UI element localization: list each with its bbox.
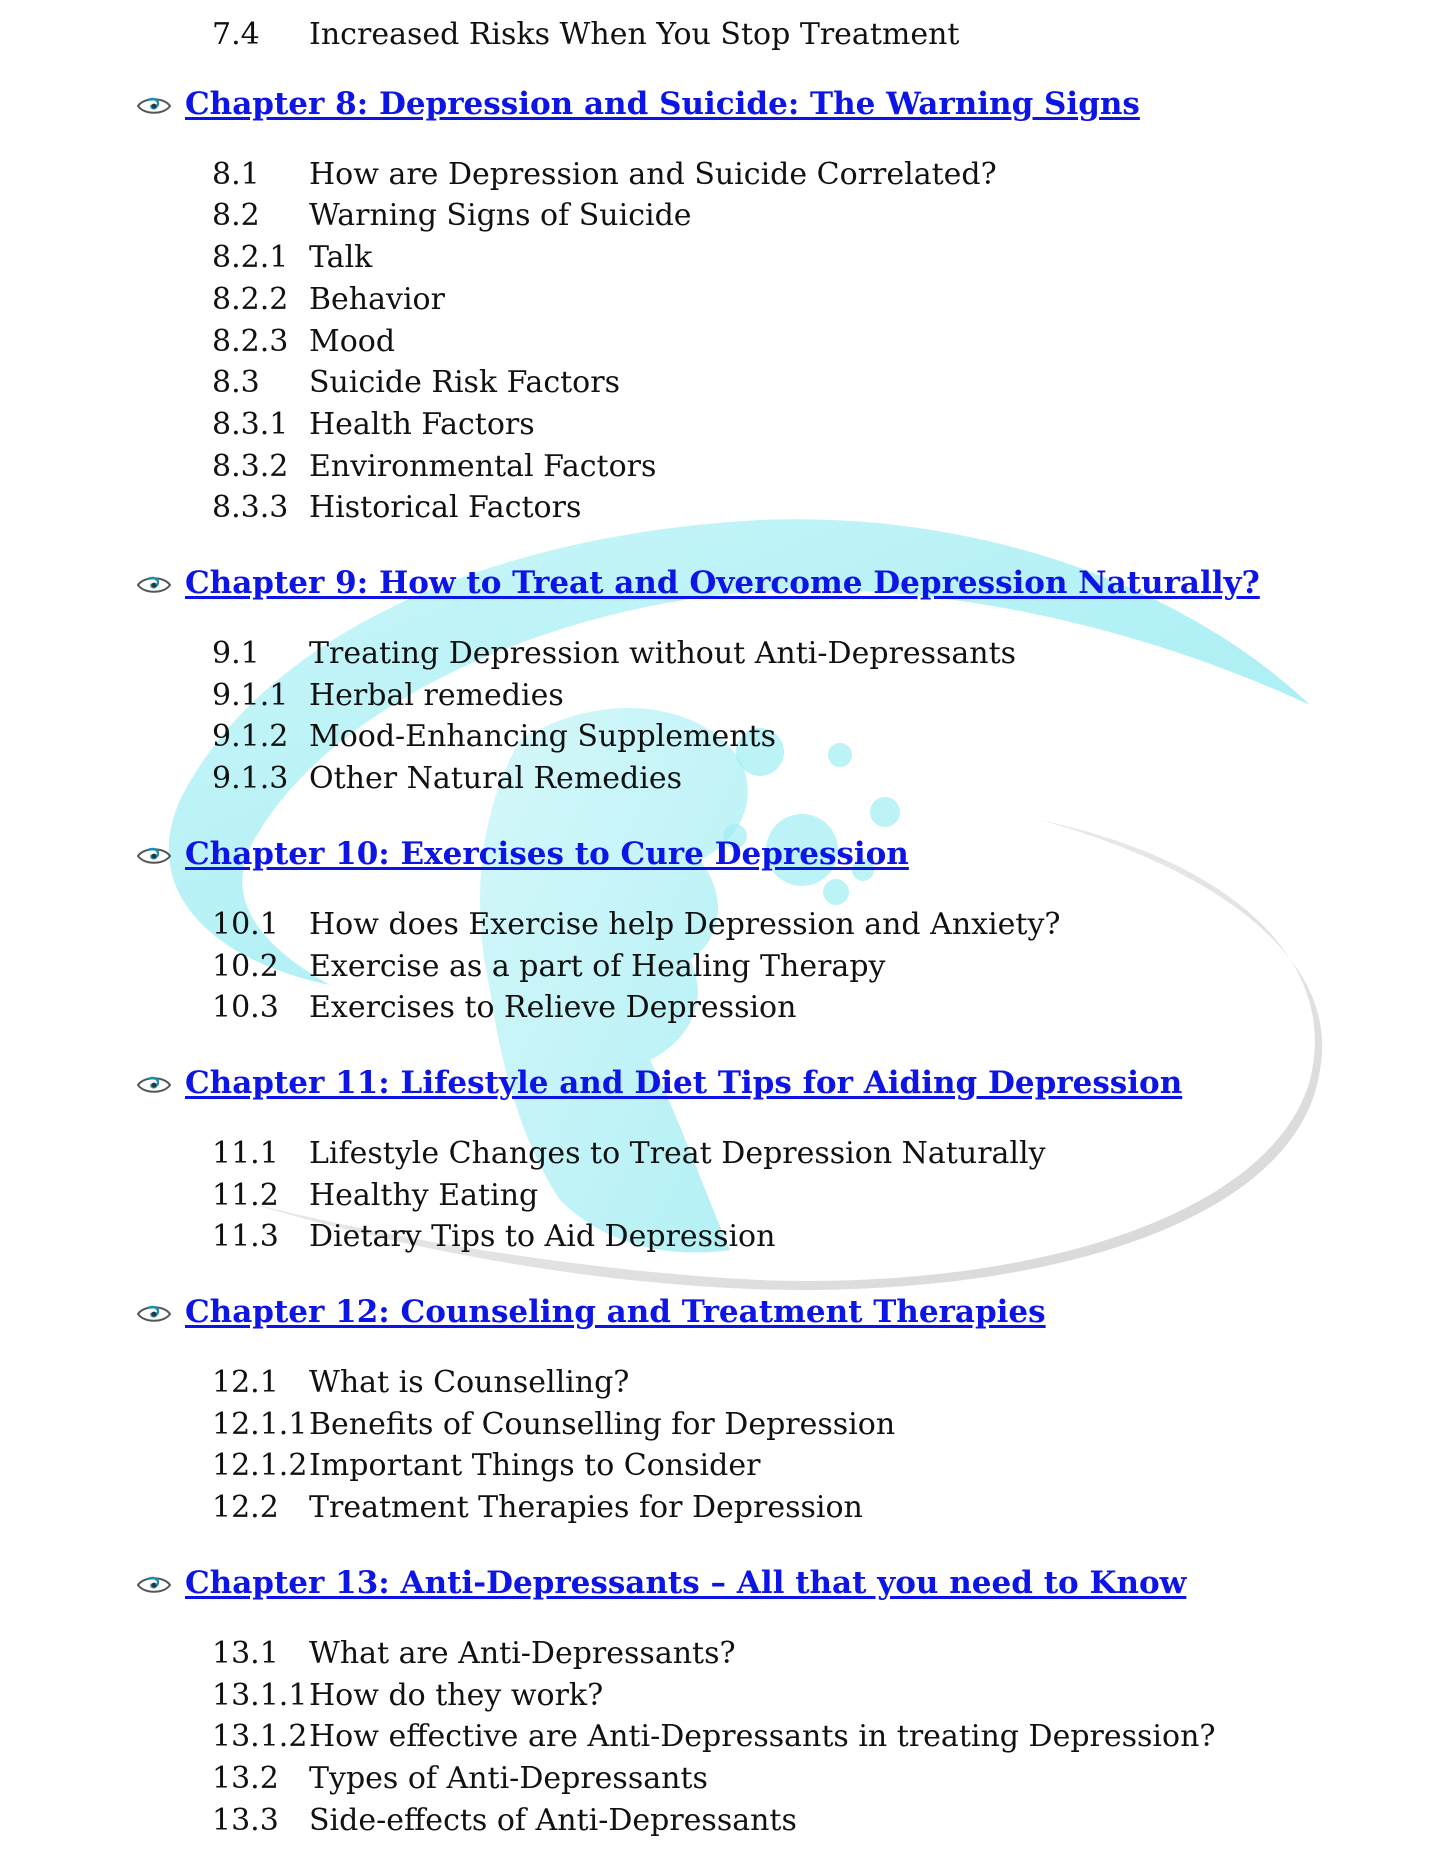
toc-entry-number: 13.1 (212, 1635, 279, 1671)
toc-entry-number: 13.2 (212, 1760, 279, 1796)
toc-entry-title: Treating Depression without Anti-Depressants (309, 636, 1017, 671)
toc-entry-number: 12.1 (212, 1365, 279, 1400)
chapter-link[interactable]: Chapter 8: Depression and Suicide: The Warning Signs (185, 85, 1140, 122)
toc-entry-number: 8.2 (212, 198, 260, 234)
toc-entry-number: 9.1.1 (212, 677, 289, 713)
toc-entry-title: Benefits of Counselling for Depression (309, 1406, 896, 1442)
toc-entry-number: 10.1 (212, 906, 279, 942)
toc-entry-title: How effective are Anti-Depressants in treating Depression? (309, 1719, 1216, 1755)
toc-entry-number: 8.3 (212, 365, 260, 401)
eye-swirl-icon (136, 1572, 172, 1596)
toc-entry-title: Exercise as a part of Healing Therapy (309, 948, 886, 984)
toc-entry-number: 12.2 (212, 1490, 279, 1526)
toc-entry-title: Side-effects of Anti-Depressants (309, 1802, 797, 1838)
eye-swirl-icon (136, 572, 172, 596)
toc-entry-number: 12.1.1 (212, 1406, 308, 1442)
toc-entry-title: Treatment Therapies for Depression (309, 1490, 863, 1526)
toc-entry-title: Historical Factors (309, 490, 582, 526)
toc-entry-title: What are Anti-Depressants? (309, 1635, 736, 1671)
toc-entry-title: Types of Anti-Depressants (309, 1760, 708, 1796)
eye-swirl-icon (136, 1301, 172, 1325)
toc-entry-title: Suicide Risk Factors (309, 365, 620, 401)
toc-entry-title: Other Natural Remedies (309, 761, 682, 797)
eye-swirl-icon (136, 93, 172, 117)
chapter-link[interactable]: Chapter 13: Anti-Depressants – All that you need to Know (185, 1564, 1187, 1601)
toc-entry-number: 9.1 (212, 636, 260, 671)
toc-entry-number: 10.3 (212, 990, 279, 1026)
toc-entry-number: 13.3 (212, 1802, 279, 1838)
toc-entry-title: Environmental Factors (309, 448, 657, 484)
toc-entry-number: 10.2 (212, 948, 279, 984)
toc-entry-number: 9.1.3 (212, 761, 289, 797)
toc-entry-title: Mood-Enhancing Supplements (309, 719, 776, 755)
toc-entry-title: Mood (309, 323, 396, 359)
toc-entry-number: 8.2.2 (212, 281, 289, 317)
toc-entry-number: 8.3.2 (212, 448, 289, 484)
toc-entry-number: 13.1.2 (212, 1719, 308, 1755)
toc-entry-number: 8.2.1 (212, 240, 289, 276)
eye-swirl-icon (136, 1072, 172, 1096)
toc-entry-number: 7.4 (212, 17, 260, 52)
chapter-link[interactable]: Chapter 10: Exercises to Cure Depression (185, 835, 909, 872)
toc-entry-number: 8.3.3 (212, 490, 289, 526)
toc-entry-number: 11.1 (212, 1135, 279, 1171)
toc-entry-number: 11.2 (212, 1177, 279, 1213)
toc-entry-number: 8.1 (212, 156, 260, 192)
toc-entry-title: Warning Signs of Suicide (309, 198, 692, 234)
toc-entry-title: How do they work? (309, 1677, 604, 1713)
toc-entry-title: Lifestyle Changes to Treat Depression Naturally (309, 1135, 1046, 1171)
toc-entry-title: Exercises to Relieve Depression (309, 990, 797, 1026)
toc-entry-title: Healthy Eating (309, 1177, 539, 1213)
toc-entry-number: 11.3 (212, 1219, 279, 1255)
toc-entry-title: What is Counselling? (309, 1365, 630, 1400)
toc-entry-number: 13.1.1 (212, 1677, 308, 1713)
toc-entry-title: How does Exercise help Depression and Anxiety? (309, 906, 1061, 942)
toc-entry-number: 8.2.3 (212, 323, 289, 359)
toc-entry-title: Dietary Tips to Aid Depression (309, 1219, 776, 1255)
chapter-link[interactable]: Chapter 9: How to Treat and Overcome Depression Naturally? (185, 565, 1260, 601)
toc-entry-title: Important Things to Consider (309, 1448, 761, 1484)
toc-entry-number: 9.1.2 (212, 719, 289, 755)
chapter-link[interactable]: Chapter 11: Lifestyle and Diet Tips for Aiding Depression (185, 1064, 1183, 1101)
chapter-link[interactable]: Chapter 12: Counseling and Treatment Therapies (185, 1294, 1046, 1330)
toc-entry-title: Herbal remedies (309, 677, 564, 713)
toc-entry-title: Talk (309, 240, 373, 276)
toc-entry-title: Behavior (309, 281, 445, 317)
toc-entry-title: Health Factors (309, 406, 535, 442)
toc-entry-title: Increased Risks When You Stop Treatment (309, 17, 960, 52)
toc-entry-number: 8.3.1 (212, 406, 289, 442)
toc-entry-number: 12.1.2 (212, 1448, 308, 1484)
toc-entry-title: How are Depression and Suicide Correlated? (309, 156, 997, 192)
eye-swirl-icon (136, 843, 172, 867)
